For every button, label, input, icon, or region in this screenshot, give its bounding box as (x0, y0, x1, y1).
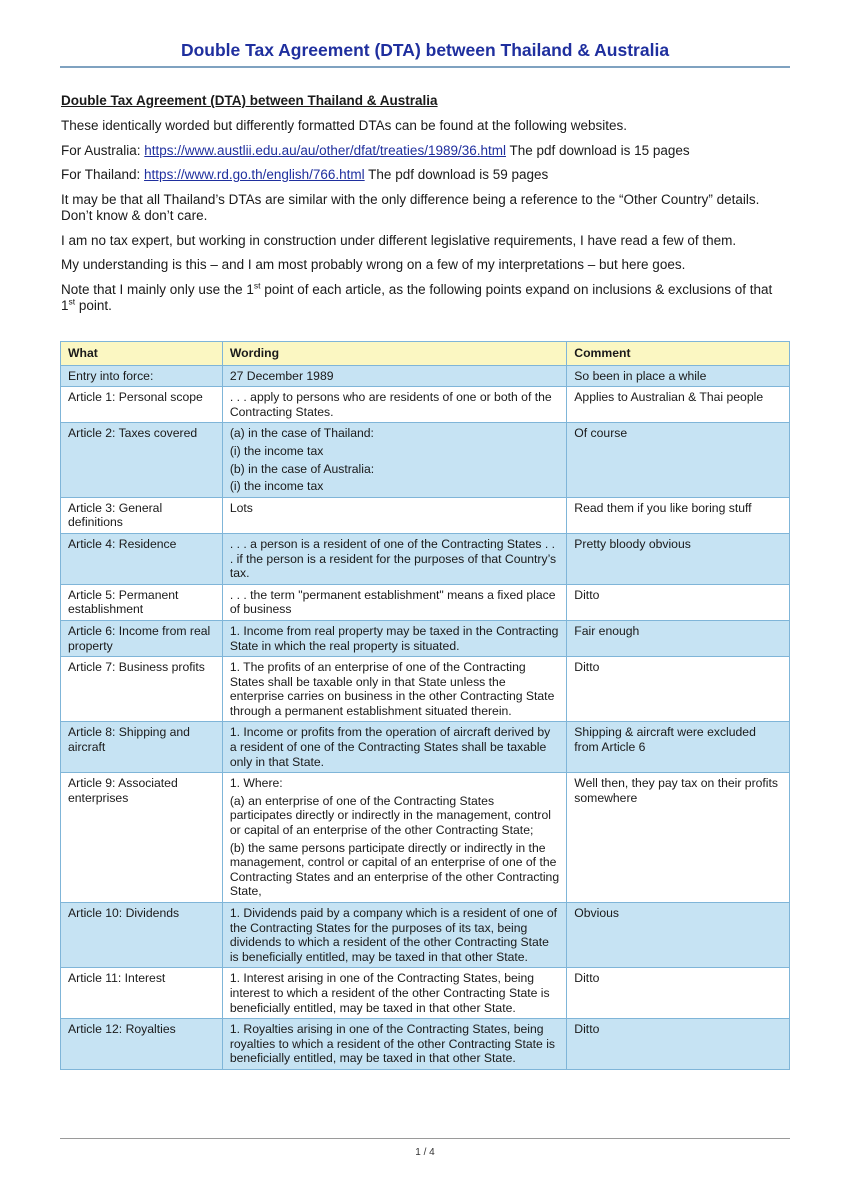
note-text-a: Note that I mainly only use the 1 (61, 281, 254, 297)
cell-comment: Of course (567, 423, 790, 497)
cell-comment: Obvious (567, 903, 790, 968)
cell-comment: Ditto (567, 584, 790, 620)
table-row (61, 657, 790, 722)
note-text-c: point. (75, 298, 112, 313)
table-body (61, 365, 790, 1069)
cell-wording (222, 968, 566, 1019)
intro-section (61, 92, 789, 323)
table-row (61, 497, 790, 533)
cell-what: Entry into force: (61, 365, 223, 387)
australia-note: The pdf download is 15 pages (506, 142, 690, 158)
table-row (61, 620, 790, 656)
wording-line: Lots (229, 500, 253, 515)
table-header-row (61, 342, 790, 366)
wording-line: 27 December 1989 (229, 368, 334, 383)
cell-wording (222, 620, 566, 656)
cell-what: Article 9: Associated enterprises (61, 773, 223, 903)
wording-line: 1. Interest arising in one of the Contracting States, being interest to which a resident of the other Contracting State is beneficially entitled, may be taxed in that other State. (229, 971, 550, 1015)
cell-comment: Shipping & aircraft were excluded from Article 6 (567, 722, 790, 773)
cell-what: Article 11: Interest (61, 968, 223, 1019)
cell-wording (222, 657, 566, 722)
table-row (61, 387, 790, 423)
cell-what: Article 8: Shipping and aircraft (61, 722, 223, 773)
intro-paragraph-4: It may be that all Thailand’s DTAs are similar with the only difference being a reference to the “Other Country” details. Don’t know & don’t care. (61, 191, 760, 223)
cell-wording (222, 903, 566, 968)
australia-label: For Australia: (61, 142, 145, 158)
table-row (61, 773, 790, 903)
cell-wording (222, 423, 566, 497)
australia-link[interactable]: https://www.austlii.edu.au/au/other/dfat/treaties/1989/36.html (144, 142, 506, 158)
cell-wording (222, 584, 566, 620)
wording-line: . . . the term "permanent establishment" means a fixed place of business (229, 587, 556, 617)
wording-line: 1. Dividends paid by a company which is a resident of one of the Contracting States for the purposes of its tax, being dividends to which a resident of the other Contracting State is beneficially entitled, may be taxed in that other State. (229, 906, 558, 964)
table-row (61, 968, 790, 1019)
wording-line: 1. Royalties arising in one of the Contracting States, being royalties to which a resident of the other Contracting State is beneficially entitled, may be taxed in that other State. (229, 1022, 556, 1066)
page-footer (60, 1138, 790, 1158)
cell-what: Article 12: Royalties (61, 1019, 223, 1070)
cell-comment: Fair enough (567, 620, 790, 656)
cell-comment: So been in place a while (567, 365, 790, 387)
cell-comment: Read them if you like boring stuff (567, 497, 790, 533)
column-header-wording: Wording (222, 342, 566, 366)
cell-what: Article 3: General definitions (61, 497, 223, 533)
page-title: Double Tax Agreement (DTA) between Thailand & Australia (180, 40, 670, 60)
australia-source-paragraph (61, 143, 789, 160)
note-superscript-1: st (253, 280, 261, 290)
table-row (61, 365, 790, 387)
cell-what: Article 10: Dividends (61, 903, 223, 968)
note-superscript-2: st (68, 296, 76, 307)
wording-line: (i) the income tax (229, 479, 324, 494)
column-header-what: What (61, 342, 223, 366)
cell-wording (222, 365, 566, 387)
cell-what: Article 7: Business profits (61, 657, 223, 722)
cell-what: Article 6: Income from real property (61, 620, 223, 656)
page-header (60, 30, 790, 68)
thailand-label: For Thailand: (61, 167, 145, 182)
thailand-note: The pdf download is 59 pages (364, 167, 549, 182)
thailand-source-paragraph (61, 167, 789, 184)
thailand-link[interactable]: https://www.rd.go.th/english/766.html (144, 167, 365, 182)
cell-wording (222, 722, 566, 773)
cell-comment: Applies to Australian & Thai people (567, 387, 790, 423)
note-text-b: point of each article, as the following points expand on inclusions & exclusions of that 1 (61, 281, 773, 313)
cell-comment: Pretty bloody obvious (567, 533, 790, 584)
dta-table (60, 341, 790, 1070)
cell-comment: Ditto (567, 657, 790, 722)
cell-what: Article 1: Personal scope (61, 387, 223, 423)
wording-line: (a) in the case of Thailand: (229, 426, 374, 441)
table-row (61, 722, 790, 773)
cell-what: Article 5: Permanent establishment (61, 584, 223, 620)
wording-line: (i) the income tax (229, 443, 324, 458)
cell-comment: Ditto (567, 968, 790, 1019)
table-row (61, 533, 790, 584)
wording-line: 1. Where: (229, 776, 283, 791)
intro-paragraph-7 (61, 282, 789, 315)
wording-line: 1. Income from real property may be taxed in the Contracting State in which the real property is situated. (229, 623, 559, 653)
table-row (61, 903, 790, 968)
wording-line: (a) an enterprise of one of the Contracting States participates directly or indirectly in the management, control or capital of an enterprise of the other Contracting State; (229, 793, 551, 838)
column-header-comment: Comment (567, 342, 790, 366)
cell-what: Article 2: Taxes covered (61, 423, 223, 497)
wording-line: (b) in the case of Australia: (229, 461, 375, 476)
table-row (61, 584, 790, 620)
cell-comment: Well then, they pay tax on their profits somewhere (567, 773, 790, 903)
cell-wording (222, 1019, 566, 1070)
section-title: Double Tax Agreement (DTA) between Thailand & Australia (61, 93, 438, 108)
cell-wording (222, 387, 566, 423)
cell-comment: Ditto (567, 1019, 790, 1070)
wording-line: . . . a person is a resident of one of the Contracting States . . . if the person is a resident for the purposes of that Country’s tax. (229, 536, 557, 581)
wording-line: (b) the same persons participate directly or indirectly in the management, control or capital of an enterprise of one of the Contracting States and an enterprise of the other Contracting State, (229, 840, 560, 899)
wording-line: 1. The profits of an enterprise of one of the Contracting States shall be taxable only in that State unless the enterprise carries on business in the other Contracting State through a permanent establishment situated therein. (229, 660, 555, 718)
intro-paragraph-6: My understanding is this – and I am most probably wrong on a few of my interpretations – but here goes. (61, 257, 686, 272)
wording-line: . . . apply to persons who are residents of one or both of the Contracting States. (229, 390, 552, 419)
cell-wording (222, 773, 566, 903)
intro-paragraph-1: These identically worded but differently formatted DTAs can be found at the following websites. (61, 118, 628, 133)
wording-line: 1. Income or profits from the operation of aircraft derived by a resident of one of the Contracting States shall be taxable only in that State. (229, 725, 551, 769)
intro-paragraph-5: I am no tax expert, but working in construction under different legislative requirements, I have read a few of them. (61, 232, 737, 248)
page-number: 1 / 4 (415, 1147, 435, 1158)
cell-wording (222, 533, 566, 584)
table-row (61, 423, 790, 497)
cell-what: Article 4: Residence (61, 533, 223, 584)
cell-wording (222, 497, 566, 533)
table-row (61, 1019, 790, 1070)
